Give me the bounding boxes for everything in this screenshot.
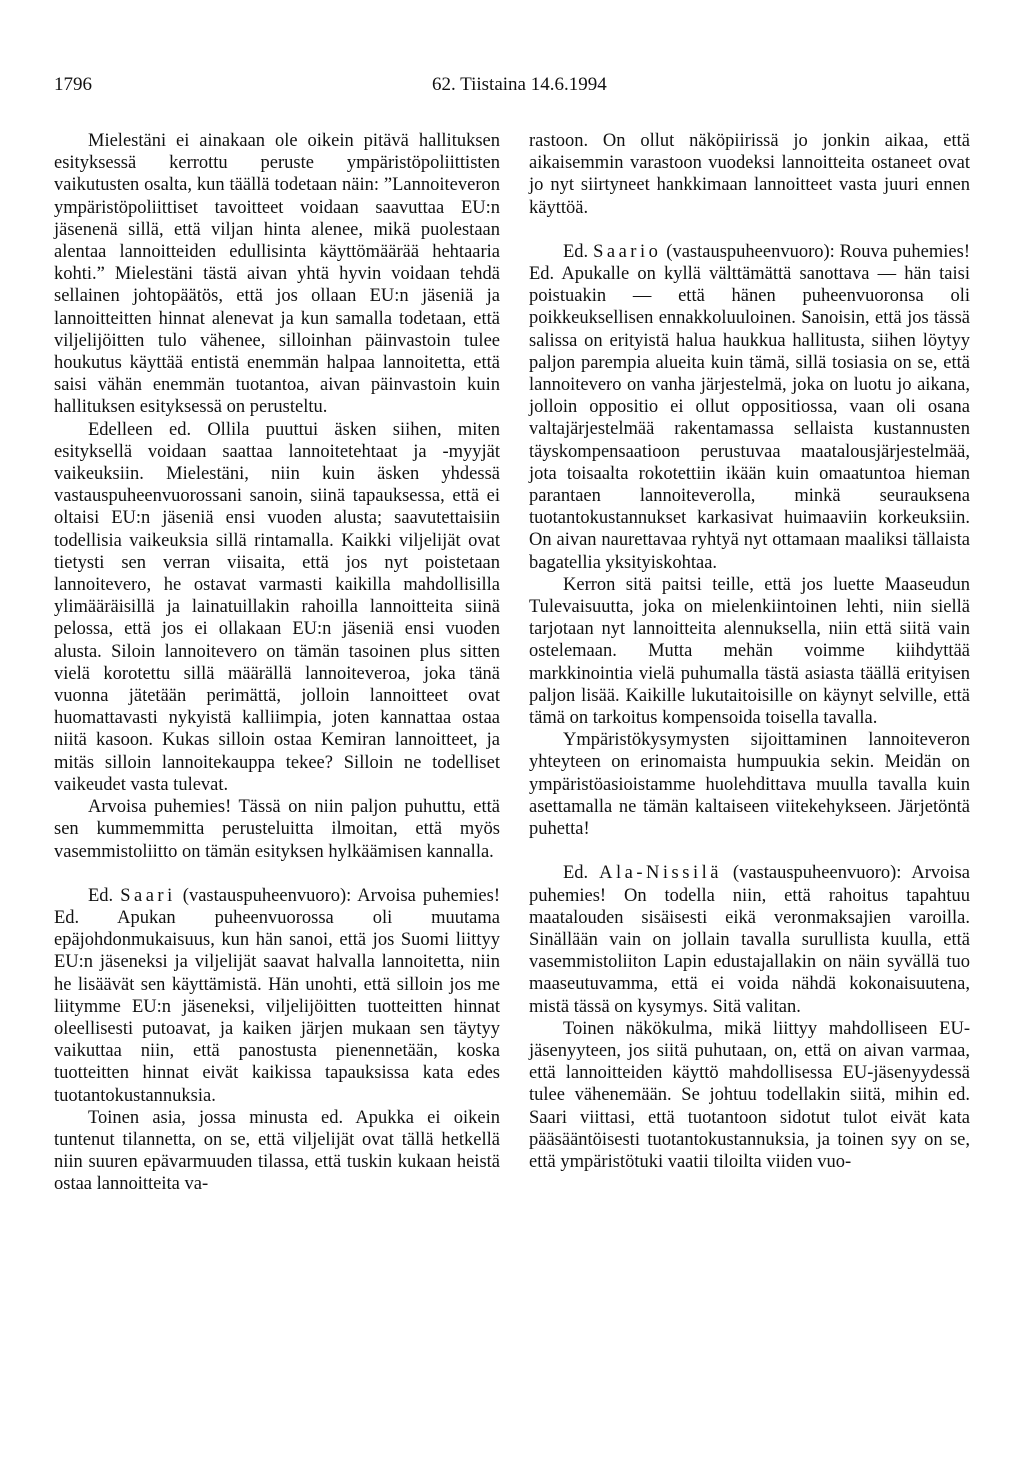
paragraph: Toinen näkökulma, mikä liittyy mahdolliseen EU-jäsenyyteen, jos siitä puhutaan, on, että on aivan varmaa, että lannoitteiden käyttö mahdollisessa EU-jäsenyydessä tulee vähenemään. Se johtuu todellakin siitä, mihin ed. Saari viittasi, että tuotantoon sidotut tulot eivät kata pääsääntöisesti tuotantokustannuksia, ja toinen syy on se, että ympäristötuki vaatii tiloilta viiden vuo- bbox=[529, 1018, 970, 1172]
speech-text: (vastauspuheenvuoro): Rouva puhemies! Ed. Apukalle on kyllä välttämättä sanottava — hän taisi poistuakin — että hänen puheenvuoronsa oli poikkeuksellisen ennakkoluuloinen. Sanoisin, että jos tässä salissa on erityistä halua haukkua hallitusta, siihen löytyy paljon parempia alueita kuin tämä, sillä tosiasia on se, että lannoitevero on vanha järjestelmä, joka on luotu jo aikana, jolloin oppositio ei ollut oppositiossa, vaan oli osana valtajärjestelmää rakentamassa sellaista kustannusten täyskompensaatioon perustuvaa maatalousjärjestelmää, jota toisaalta rokotettiin ikään kuin omaatuntoa hieman parantaen lannoiteverolla, minkä seurauksena tuotantokustannukset karkasivat huimaaviin korkeuksiin. On aivan naurettavaa ryhtyä nyt ottamaan maaliksi tällaista bagatellia yksityiskohtaa. bbox=[529, 241, 970, 573]
speaker-name: Saario bbox=[593, 241, 662, 262]
speech-saario bbox=[529, 241, 970, 574]
speaker-name: Saari bbox=[120, 885, 176, 906]
speech-prefix: Ed. bbox=[563, 863, 600, 884]
paragraph: Arvoisa puhemies! Tässä on niin paljon puhuttu, että sen kummemmitta perusteluitta ilmoitan, että myös vasemmistoliitto on tämän esityksen hylkäämisen kannalla. bbox=[54, 797, 500, 862]
speech-prefix: Ed. bbox=[563, 241, 594, 262]
speech-text: (vastauspuheenvuoro): Arvoisa puhemies! On todella niin, että rahoitus tapahtuu maatalouden sisäisesti eikä veronmaksajien varoilla. Sinällään vain on jollain tavalla surullista kuulla, että vasemmistoliiton Lapin edustajallakin on näin syvällä tuo maaseutuvamma, että ei voida nähdä kokonaisuutena, mistä tässä on kysymys. Sitä valitan. bbox=[529, 863, 970, 1017]
paragraph: Kerron sitä paitsi teille, että jos luette Maaseudun Tulevaisuutta, joka on mielenkiintoinen lehti, niin siellä tarjotaan nyt lannoitteita alennuksella, niin että siitä vain ostelemaan. Mutta mehän voimme kiihdyttää markkinointia vielä puhumalla tästä asiasta täällä erityisen paljon lisää. Kaikille lukutaitoisille on käynyt selville, että tämä on tarkoitus kompensoida toisella tavalla. bbox=[529, 574, 970, 729]
page-header bbox=[54, 74, 970, 100]
page-number: 1796 bbox=[54, 74, 92, 95]
speech-prefix: Ed. bbox=[88, 885, 121, 906]
session-date: 62. Tiistaina 14.6.1994 bbox=[432, 74, 607, 95]
speech-text: (vastauspuheenvuoro): Arvoisa puhemies! Ed. Apukan puheenvuorossa oli muutama epäjohdonmukaisuus, kun hän sanoi, että jos Suomi liittyy EU:n jäseneksi ja viljelijät saavat halvalla lannoitetta, niin he lisäävät sen käyttämistä. Hän unohti, että silloin jos me liitymme EU:n jäseneksi, viljelijöitten tuotteitten hinnat oleellisesti putoavat, ja kaiken järjen mukaan sen täytyy vaikuttaa niin, että panostusta pienennetään, koska tuotteitten hinnat eivät kaikissa tapauksissa kata edes tuotantokustannuksia. bbox=[54, 885, 500, 1106]
speech-saari bbox=[54, 885, 500, 1107]
paragraph: Ympäristökysymysten sijoittaminen lannoiteveron yhteyteen on erinomaista humpuukia sekin. Meidän on ympäristöasioistamme huolehdittava muulla tavalla kuin asettamalla ne tämän kaltaiseen viitekehykseen. Järjetöntä puhetta! bbox=[529, 730, 970, 840]
paragraph: Toinen asia, jossa minusta ed. Apukka ei oikein tuntenut tilannetta, on se, että viljelijät ovat tällä hetkellä niin suuren epävarmuuden tilassa, että tuskin kukaan heistä ostaa lannoitteita va- bbox=[54, 1107, 500, 1195]
paragraph: Edelleen ed. Ollila puuttui äsken siihen, miten esityksellä voidaan saattaa lannoitetehtaat ja -myyjät vaikeuksiin. Mielestäni, niin kuin äsken yhdessä vastauspuheenvuorossani sanoin, siinä tapauksessa, että ei oltaisi EU:n jäseniä ensi vuoden alusta; saavutettaisiin todellisia vaikeuksia sillä rintamalla. Kaikki viljelijät ovat tietysti sen verran viisaita, että jos nyt poistetaan lannoitevero, he ostavat varmasti kaikilla mahdollisilla ylimääräisillä ja lainatuillakin rahoilla lannoitteita siinä pelossa, että jos ei ollakaan EU:n jäseniä ensi vuoden alusta. Siloin lannoitevero on tämän tasoinen plus sitten vielä korotettu sillä määrällä lannoiteveroa, joka tänä vuonna jätetään perimättä, jolloin lannoitteet ovat huomattavasti nykyistä kalliimpia, joten kannattaa ostaa niitä kasoon. Kukas silloin ostaa Kemiran lannoitteet, ja mitäs silloin lannoitekauppa tekee? Silloin ne todelliset vaikeudet vasta tulevat. bbox=[54, 419, 500, 795]
speech-ala-nissila bbox=[529, 862, 970, 1017]
right-column bbox=[529, 130, 970, 1173]
paragraph: Mielestäni ei ainakaan ole oikein pitävä hallituksen esityksessä kerrottu peruste ympäristöpoliittisten vaikutusten osalta, kun täällä todetaan näin: ”Lannoiteveron ympäristöpoliittiset tavoitteet voidaan saavuttaa EU:n jäsenenä sillä, että viljan hinta alenee, mikä puolestaan alentaa lannoitteiden edullisinta käyttömäärää hehtaaria kohti.” Mielestäni tästä aivan yhtä hyvin voidaan tehdä sellainen johtopäätös, että jos ollaan EU:n jäseniä ja lannoitteitten hinnat alenevat ja kun samalla todetaan, että viljelijöitten tulo vähenee, silloinhan päinvastoin tulee houkutus käyttää entistä enemmän halpaa lannoitetta, että saisi vähän enemmän tuotantoa, aivan päinvastoin kuin hallituksen esityksessä on perusteltu. bbox=[54, 131, 500, 418]
paragraph: rastoon. On ollut näköpiirissä jo jonkin aikaa, että aikaisemmin varastoon vuodeksi lannoitteita ostaneet ovat jo nyt siirtyneet hankkimaan lannoitteet vasta juuri ennen käyttöä. bbox=[529, 131, 970, 218]
left-column bbox=[54, 130, 500, 1196]
speaker-name: Ala-Nissilä bbox=[599, 863, 722, 884]
